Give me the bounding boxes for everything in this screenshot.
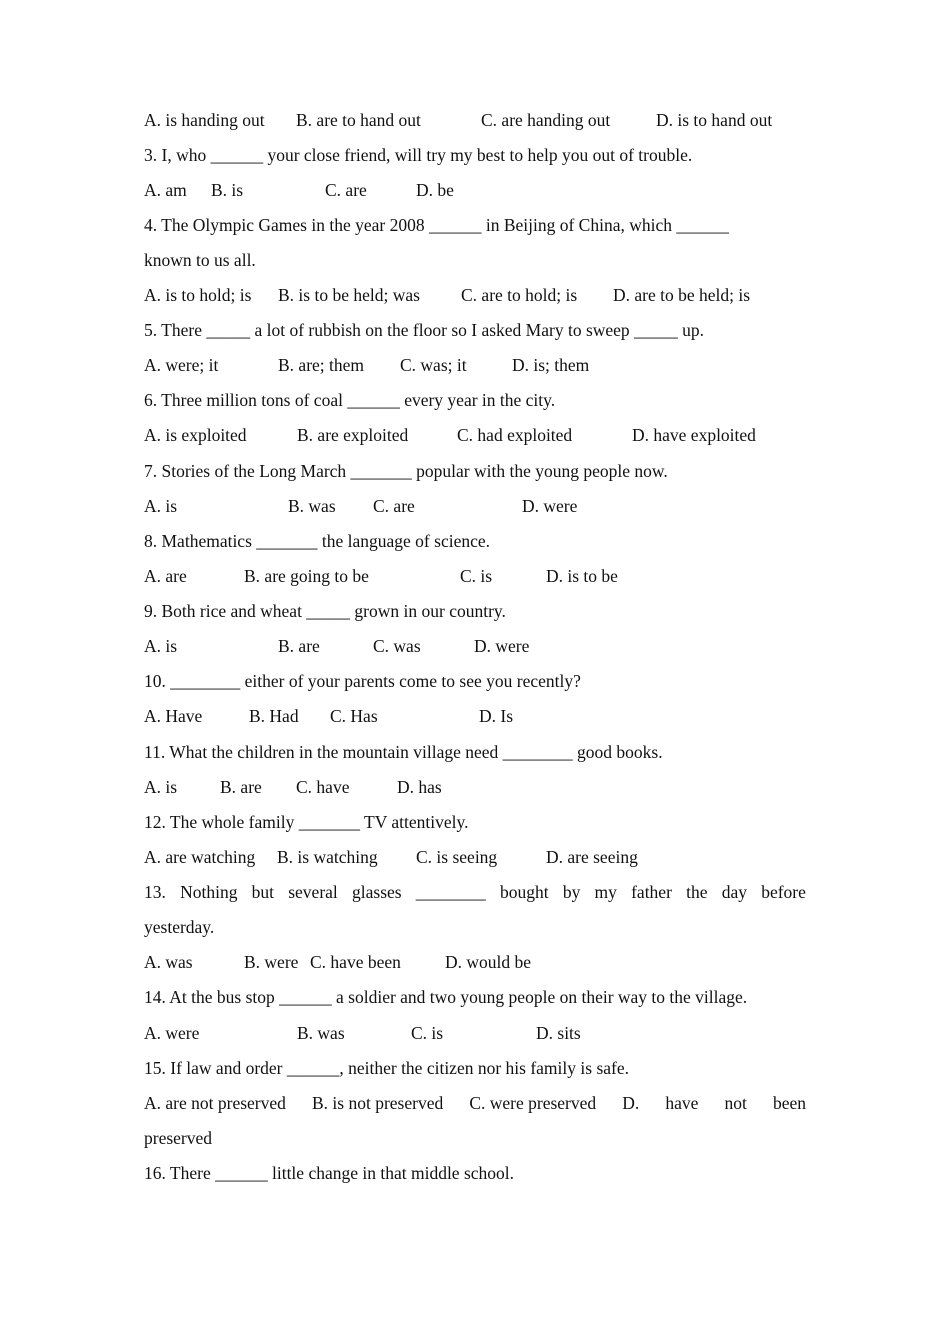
q8-option-d: D. is to be (546, 566, 618, 586)
q6-option-d: D. have exploited (632, 425, 756, 445)
q5-option-c: C. was; it (400, 355, 467, 375)
q13-word: the (686, 882, 708, 902)
q13-option-a: A. was (144, 952, 193, 972)
q13-word: Nothing (180, 882, 238, 902)
q3-options (144, 178, 806, 202)
q11-option-c: C. have (296, 777, 350, 797)
q6-options (144, 423, 806, 447)
q2-option-b: B. are to hand out (296, 110, 421, 130)
q15-option-b: B. is not preserved (311, 1093, 444, 1113)
q9-option-d: D. were (474, 636, 530, 656)
q15-option-d-word: not (724, 1093, 747, 1113)
q15-option-d-label: D. (622, 1093, 640, 1113)
q4-option-c: C. are to hold; is (461, 285, 578, 305)
q13-word: several (288, 882, 338, 902)
q5-stem: 5. There _____ a lot of rubbish on the floor so I asked Mary to sweep _____ up. (144, 320, 705, 340)
q5-option-d: D. is; them (512, 355, 590, 375)
q13-word: my (594, 882, 617, 902)
q14-option-c: C. is (411, 1023, 444, 1043)
q13-stem-line1 (144, 880, 806, 904)
q7-stem: 7. Stories of the Long March _______ popular with the young people now. (144, 461, 668, 481)
q13-word: glasses (352, 882, 402, 902)
q15-option-c: C. were preserved (469, 1093, 597, 1113)
q5-options (144, 353, 806, 377)
q13-word: father (631, 882, 672, 902)
q14-option-d: D. sits (536, 1023, 581, 1043)
q2-option-c: C. are handing out (481, 110, 611, 130)
q3-option-a: A. am (144, 180, 187, 200)
q16-stem: 16. There ______ little change in that middle school. (144, 1163, 515, 1183)
q3-option-c: C. are (325, 180, 367, 200)
q4-options (144, 283, 806, 307)
q15-option-d-word: have (665, 1093, 699, 1113)
q5-option-a: A. were; it (144, 355, 219, 375)
q13-stem-line2: yesterday. (144, 917, 215, 937)
q12-option-a: A. are watching (144, 847, 256, 867)
q10-stem: 10. ________ either of your parents come to see you recently? (144, 671, 581, 691)
q10-options (144, 704, 806, 728)
q11-options (144, 775, 806, 799)
q9-option-c: C. was (373, 636, 421, 656)
q3-stem: 3. I, who ______ your close friend, will try my best to help you out of trouble. (144, 145, 693, 165)
q3-option-b: B. is (211, 180, 244, 200)
q2-option-a: A. is handing out (144, 110, 265, 130)
q12-stem: 12. The whole family _______ TV attentively. (144, 812, 469, 832)
q4-option-b: B. is to be held; was (278, 285, 420, 305)
q7-option-a: A. is (144, 496, 178, 516)
q13-word: before (761, 882, 806, 902)
q15-stem: 15. If law and order ______, neither the citizen nor his family is safe. (144, 1058, 629, 1078)
q13-word: but (251, 882, 275, 902)
q8-options (144, 564, 806, 588)
q6-option-b: B. are exploited (297, 425, 409, 445)
q13-option-d: D. would be (445, 952, 532, 972)
q15-option-a: A. are not preserved (144, 1093, 286, 1113)
q11-option-a: A. is (144, 777, 178, 797)
q8-stem: 8. Mathematics _______ the language of science. (144, 531, 491, 551)
q15-option-d-word: been (772, 1093, 806, 1113)
q12-options (144, 845, 806, 869)
q11-stem: 11. What the children in the mountain village need ________ good books. (144, 742, 663, 762)
q2-options (144, 108, 806, 132)
q7-options (144, 494, 806, 518)
q11-option-d: D. has (397, 777, 442, 797)
q2-option-d: D. is to hand out (656, 110, 773, 130)
q14-stem: 14. At the bus stop ______ a soldier and two young people on their way to the village. (144, 987, 748, 1007)
q13-word: day (721, 882, 747, 902)
q9-option-b: B. are (278, 636, 320, 656)
q12-option-c: C. is seeing (416, 847, 498, 867)
q8-option-c: C. is (460, 566, 493, 586)
q5-option-b: B. are; them (278, 355, 365, 375)
q7-option-b: B. was (288, 496, 336, 516)
q6-option-a: A. is exploited (144, 425, 247, 445)
q7-option-c: C. are (373, 496, 415, 516)
q13-word: by (562, 882, 581, 902)
q14-options (144, 1021, 806, 1045)
q10-option-d: D. Is (479, 706, 514, 726)
q4-stem-line2: known to us all. (144, 250, 256, 270)
q13-option-b: B. were (244, 952, 299, 972)
q6-stem: 6. Three million tons of coal ______ every year in the city. (144, 390, 556, 410)
q4-option-a: A. is to hold; is (144, 285, 252, 305)
q13-word: bought (499, 882, 549, 902)
q10-option-a: A. Have (144, 706, 203, 726)
q13-options (144, 950, 806, 974)
q9-option-a: A. is (144, 636, 178, 656)
q8-option-a: A. are (144, 566, 187, 586)
q4-option-d: D. are to be held; is (613, 285, 751, 305)
q12-option-b: B. is watching (277, 847, 378, 867)
q14-option-b: B. was (297, 1023, 345, 1043)
q12-option-d: D. are seeing (546, 847, 638, 867)
q11-option-b: B. are (220, 777, 262, 797)
q9-stem: 9. Both rice and wheat _____ grown in our country. (144, 601, 506, 621)
q4-stem-line1: 4. The Olympic Games in the year 2008 ______ in Beijing of China, which ______ (144, 215, 729, 235)
q15-options-line2: preserved (144, 1128, 213, 1148)
q14-option-a: A. were (144, 1023, 200, 1043)
q15-options-line1 (144, 1091, 806, 1115)
q7-option-d: D. were (522, 496, 578, 516)
q9-options (144, 634, 806, 658)
q13-option-c: C. have been (310, 952, 401, 972)
q3-option-d: D. be (416, 180, 454, 200)
q6-option-c: C. had exploited (457, 425, 573, 445)
q13-word: 13. (144, 882, 166, 902)
q8-option-b: B. are going to be (244, 566, 369, 586)
q13-blank: ________ (415, 882, 486, 902)
q10-option-c: C. Has (330, 706, 378, 726)
q10-option-b: B. Had (249, 706, 299, 726)
